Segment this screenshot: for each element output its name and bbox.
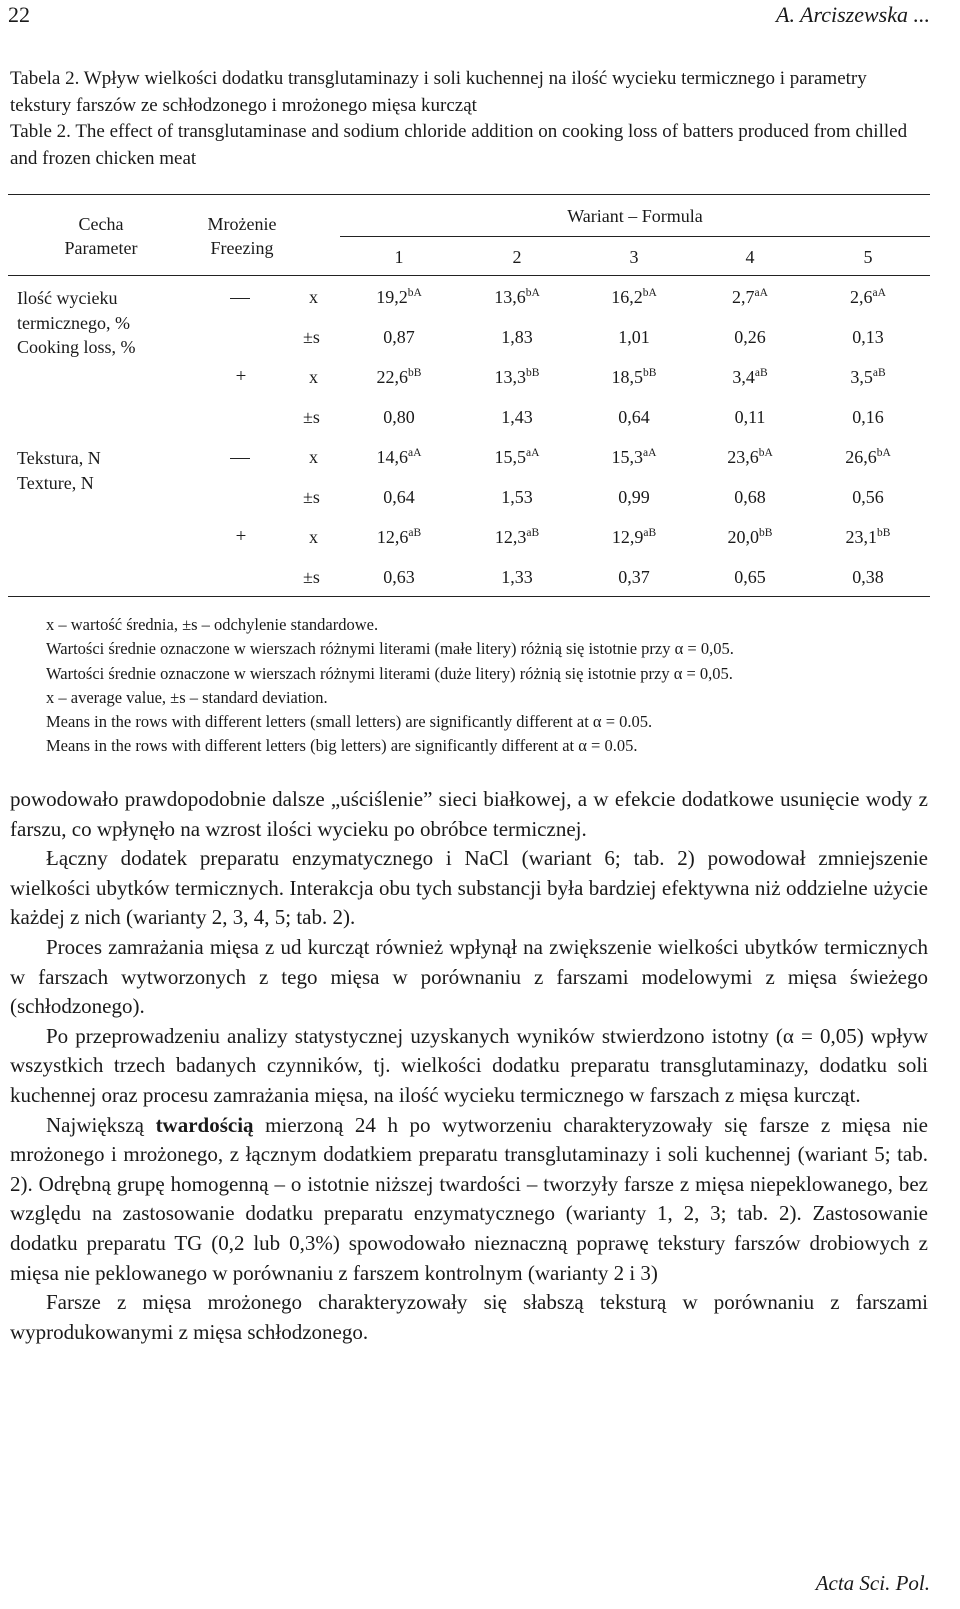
paragraph [10, 1111, 928, 1289]
cell-value: 22,6 [376, 367, 409, 387]
variant-header-4: 4 [745, 247, 755, 267]
table-cell [467, 525, 567, 549]
significance-letters: bB [526, 367, 540, 379]
note-line: Wartości średnie oznaczone w wierszach różnymi literami (małe litery) różnią się istotnie przy α = 0,05. [46, 639, 734, 659]
table-cell [818, 325, 918, 349]
significance-letters: bB [408, 367, 422, 379]
variant-header-1: 1 [394, 247, 404, 267]
table-cell [349, 525, 449, 549]
table-top-rule [8, 194, 930, 195]
group-label-line: Cooking loss, % [17, 337, 136, 357]
paragraph: Farsze z mięsa mrożonego charakteryzowały się słabszą teksturą w porównaniu z farszami wyprodukowanymi z mięsa schłodzonego. [10, 1290, 928, 1344]
table-cell [584, 525, 684, 549]
cell-value: 0,64 [383, 487, 415, 507]
table-cell [349, 365, 449, 389]
cell-value: 3,4 [732, 367, 755, 387]
group-label [17, 286, 136, 360]
header-freezing: Freezing [210, 238, 274, 258]
cell-value: 0,37 [618, 567, 650, 587]
stat-label: x [309, 447, 318, 467]
caption-english: Table 2. The effect of transglutaminase and sodium chloride addition on cooking loss of batters produced from chilled and frozen chicken meat [10, 121, 908, 169]
cell-value: 3,5 [850, 367, 873, 387]
significance-letters: bB [759, 527, 773, 539]
cell-value: 1,43 [501, 407, 533, 427]
table-notes [46, 613, 936, 759]
table-cell [700, 365, 800, 389]
significance-letters: aB [643, 527, 657, 539]
table-cell [818, 285, 918, 309]
table-cell [700, 325, 800, 349]
table-cell [818, 405, 918, 429]
significance-letters: aA [872, 287, 886, 299]
table-cell [467, 325, 567, 349]
significance-letters: bA [876, 447, 891, 459]
table-cell [584, 405, 684, 429]
stat-label: ±s [303, 327, 320, 347]
header-mrozenie: Mrożenie [207, 214, 277, 234]
note-line: Means in the rows with different letters (small letters) are significantly different at α = 0.05. [46, 712, 653, 732]
freezing-plus: + [235, 526, 247, 547]
cell-value: 26,6 [845, 447, 877, 467]
header-cecha: Cecha [78, 214, 124, 234]
significance-letters: bA [758, 447, 773, 459]
table-cell [467, 285, 567, 309]
table-cell [467, 565, 567, 589]
table-cell [818, 365, 918, 389]
cell-value: 16,2 [611, 287, 643, 307]
significance-letters: aB [754, 367, 768, 379]
significance-letters: aA [408, 447, 422, 459]
cell-value: 13,3 [494, 367, 527, 387]
stat-label: ±s [303, 567, 320, 587]
table-caption [10, 66, 930, 172]
significance-letters: bB [877, 527, 891, 539]
significance-letters: bA [642, 287, 657, 299]
note-line: Wartości średnie oznaczone w wierszach różnymi literami (duże litery) różnią się istotnie przy α = 0,05. [46, 663, 733, 683]
table-cell [467, 445, 567, 469]
cell-value: 20,0 [727, 527, 760, 547]
paragraph: powodowało prawdopodobnie dalsze „uściślenie” sieci białkowej, a w efekcie dodatkowe usunięcie wody z farszu, co wpłynęło na wzrost ilości wycieku po obróbce termicznej. [10, 787, 928, 841]
header-wariant: Wariant – Formula [567, 206, 703, 226]
table-cell [700, 525, 800, 549]
table-cell [467, 485, 567, 509]
cell-value: 15,5 [494, 447, 527, 467]
cell-value: 2,6 [850, 287, 873, 307]
table-cell [349, 565, 449, 589]
variant-header-2: 2 [512, 247, 522, 267]
group-label-line: Tekstura, N [17, 448, 101, 468]
body-text [10, 785, 928, 1347]
table-cell [818, 525, 918, 549]
table-bottom-rule [8, 596, 930, 597]
table-cell [700, 405, 800, 429]
paragraph: Proces zamrażania mięsa z ud kurcząt również wpłynął na zwiększenie wielkości ubytków termicznych w farszach wytworzonych z tego mięsa w porównaniu z farszami modelowymi z mięsa świeżego (schłodzonego). [10, 934, 928, 1019]
table-cell [349, 405, 449, 429]
table-cell [584, 445, 684, 469]
cell-value: 0,26 [734, 327, 766, 347]
caption-polish: Tabela 2. Wpływ wielkości dodatku transglutaminazy i soli kuchennej na ilość wycieku termicznego i parametry tekstury farszów ze schłodzonego i mrożonego mięsa kurcząt [10, 68, 867, 116]
table-header-rule [8, 275, 930, 276]
table-cell [584, 485, 684, 509]
group-label-line: Texture, N [17, 472, 94, 493]
table-subheader-rule [340, 236, 930, 237]
cell-value: 0,87 [383, 327, 415, 347]
significance-letters: aA [643, 447, 657, 459]
paragraph-start: Największą [46, 1112, 156, 1137]
cell-value: 1,53 [501, 487, 533, 507]
table-cell [467, 405, 567, 429]
significance-letters: aB [408, 527, 422, 539]
stat-label: x [309, 287, 318, 307]
cell-value: 0,64 [618, 407, 650, 427]
significance-letters: aA [526, 447, 540, 459]
stat-label: ±s [303, 487, 320, 507]
significance-letters: bA [407, 287, 422, 299]
cell-value: 1,83 [501, 327, 533, 347]
table-cell [700, 285, 800, 309]
journal-footer: Acta Sci. Pol. [815, 1571, 930, 1595]
cell-value: 18,5 [611, 367, 644, 387]
page-header [8, 2, 930, 34]
variant-header-3: 3 [629, 247, 639, 267]
group-label-line: termicznego, % [17, 312, 130, 333]
stat-label: x [309, 527, 318, 547]
cell-value: 2,7 [732, 287, 755, 307]
table-cell [349, 445, 449, 469]
significance-letters: aB [872, 367, 886, 379]
significance-letters: bA [525, 287, 540, 299]
significance-letters: aB [526, 527, 540, 539]
cell-value: 14,6 [376, 447, 409, 467]
running-head: A. Arciszewska ... [776, 2, 930, 27]
page-number: 22 [8, 2, 30, 27]
paragraph-rest: mierzoną 24 h po wytworzeniu charakteryzowały się farsze z mięsa nie mrożonego i mrożonego, z łącznym dodatkiem preparatu transglutaminazy i soli kuchennej (wariant 5; tab. 2). Odrębną grupę homogenną – o istotnie niższej twardości – tworzyły farsze z mięsa niepeklowanego, bez względu na zastosowanie dodatku preparatu enzymatycznego (warianty 1, 2, 3; tab. 2). Zastosowanie dodatku preparatu TG (0,2 lub 0,3%) spowodowało nieznaczną poprawę tekstury farszów drobiowych z mięsa nie peklowanego w porównaniu z farszem kontrolnym (warianty 2 i 3) [10, 1112, 928, 1285]
note-line: x – average value, ±s – standard deviation. [46, 687, 328, 707]
paragraph: Po przeprowadzeniu analizy statystycznej uzyskanych wyników stwierdzono istotny (α = 0,05) wpływ wszystkich trzech badanych czynników, tj. wielkości dodatku preparatu transglutaminazy, dodatku soli kuchennej oraz procesu zamrażania mięsa, na ilość wycieku termicznego w farszach z mięsa kurcząt. [10, 1023, 928, 1107]
cell-value: 0,63 [383, 567, 415, 587]
bold-term: twardością [155, 1112, 254, 1137]
group-label [17, 446, 101, 495]
significance-letters: aA [754, 287, 768, 299]
table-cell [349, 325, 449, 349]
table-cell [349, 485, 449, 509]
table-cell [818, 485, 918, 509]
cell-value: 0,65 [734, 567, 766, 587]
cell-value: 23,6 [727, 447, 759, 467]
cell-value: 12,9 [611, 527, 644, 547]
table-cell [700, 565, 800, 589]
cell-value: 23,1 [845, 527, 878, 547]
group-label-line: Ilość wycieku [17, 288, 118, 308]
table-cell [700, 485, 800, 509]
cell-value: 13,6 [494, 287, 526, 307]
significance-letters: bB [643, 367, 657, 379]
cell-value: 0,38 [852, 567, 884, 587]
cell-value: 0,99 [618, 487, 650, 507]
table-cell [349, 285, 449, 309]
cell-value: 12,6 [376, 527, 409, 547]
table-cell [818, 565, 918, 589]
stat-label: ±s [303, 407, 320, 427]
cell-value: 15,3 [611, 447, 644, 467]
table-cell [584, 285, 684, 309]
cell-value: 0,11 [734, 407, 766, 427]
cell-value: 0,16 [852, 407, 884, 427]
variant-header-5: 5 [863, 247, 873, 267]
cell-value: 0,80 [383, 407, 415, 427]
table-cell [584, 565, 684, 589]
freezing-plus: + [235, 366, 247, 387]
table-cell [818, 445, 918, 469]
cell-value: 0,68 [734, 487, 766, 507]
cell-value: 0,56 [852, 487, 884, 507]
cell-value: 1,33 [501, 567, 533, 587]
cell-value: 0,13 [852, 327, 884, 347]
header-parameter: Parameter [64, 238, 138, 258]
note-line: x – wartość średnia, ±s – odchylenie standardowe. [46, 615, 379, 634]
freezing-minus [230, 298, 250, 299]
table-cell [584, 325, 684, 349]
freezing-minus [230, 458, 250, 459]
cell-value: 1,01 [618, 327, 650, 347]
table-cell [467, 365, 567, 389]
cell-value: 12,3 [494, 527, 527, 547]
cell-value: 19,2 [376, 287, 408, 307]
table-cell [584, 365, 684, 389]
note-line: Means in the rows with different letters (big letters) are significantly different at α = 0.05. [46, 736, 638, 756]
stat-label: x [309, 367, 318, 387]
table-cell [700, 445, 800, 469]
paragraph: Łączny dodatek preparatu enzymatycznego i NaCl (wariant 6; tab. 2) powodował zmniejszenie wielkości ubytków termicznych. Interakcja obu tych substancji była bardziej efektywna niż oddzielne użycie każdej z nich (warianty 2, 3, 4, 5; tab. 2). [10, 846, 928, 930]
